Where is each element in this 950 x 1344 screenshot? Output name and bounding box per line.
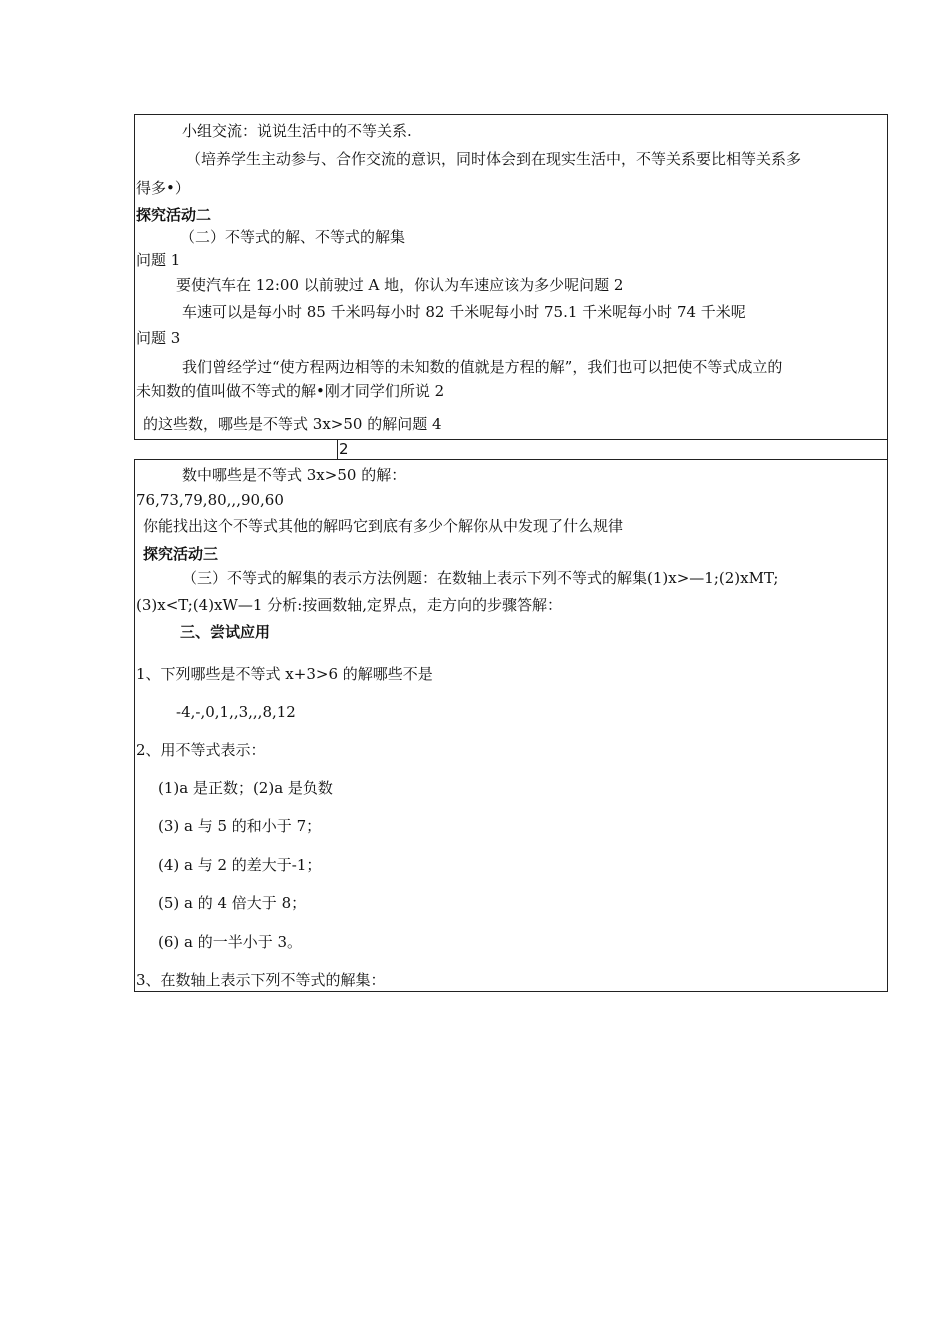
question-3-text: 我们曾经学过“使方程两边相等的未知数的值就是方程的解”，我们也可以把使不等式成立的 bbox=[182, 358, 783, 376]
page-number-strip bbox=[337, 439, 888, 460]
heading-apply: 三、尝试应用 bbox=[180, 623, 271, 641]
pattern-question: 你能找出这个不等式其他的解吗它到底有多少个解你从中发现了什么规律 bbox=[143, 517, 624, 535]
candidate-values: 76,73,79,80,,,90,60 bbox=[136, 491, 284, 509]
question-4-text: 的这些数，哪些是不等式 3x>50 的解问题 4 bbox=[143, 415, 442, 433]
heading-activity-2: 探究活动二 bbox=[136, 206, 212, 224]
question-2-text: 车速可以是每小时 85 千米吗每小时 82 千米呢每小时 75.1 千米呢每小时 74 千米呢 bbox=[182, 303, 746, 321]
example-text: （三）不等式的解集的表示方法例题：在数轴上表示下列不等式的解集(1)x>—1;(2)xMT; bbox=[182, 569, 779, 587]
training-note: （培养学生主动参与、合作交流的意识，同时体会到在现实生活中，不等关系要比相等关系多 bbox=[186, 150, 802, 168]
question-1-text: 要使汽车在 12:00 以前驶过 A 地，你认为车速应该为多少呢问题 2 bbox=[176, 276, 624, 294]
question-3-text-cont: 未知数的值叫做不等式的解•刚才同学们所说 2 bbox=[136, 382, 445, 400]
exercise-1-values: -4,-,0,1,,3,,,8,12 bbox=[176, 703, 296, 721]
question-1-label: 问题 1 bbox=[136, 251, 181, 269]
solutions-question: 数中哪些是不等式 3x>50 的解： bbox=[182, 466, 407, 484]
subheading-solutions: （二）不等式的解、不等式的解集 bbox=[180, 228, 406, 246]
heading-activity-3: 探究活动三 bbox=[143, 545, 219, 563]
exercise-2-part-1-2: (1)a 是正数；(2)a 是负数 bbox=[158, 779, 333, 797]
exercise-2-part-4: (4) a 与 2 的差大于-1； bbox=[158, 856, 322, 874]
exercise-2-part-3: (3) a 与 5 的和小于 7； bbox=[158, 817, 322, 835]
exercise-3: 3、在数轴上表示下列不等式的解集： bbox=[136, 971, 386, 989]
exercise-2-part-5: (5) a 的 4 倍大于 8； bbox=[158, 894, 307, 912]
training-note-cont: 得多•） bbox=[136, 179, 190, 197]
exercise-2-part-6: (6) a 的一半小于 3。 bbox=[158, 933, 303, 951]
page-number: 2 bbox=[339, 440, 349, 458]
question-3-label: 问题 3 bbox=[136, 329, 181, 347]
exercise-1: 1、下列哪些是不等式 x+3>6 的解哪些不是 bbox=[136, 665, 433, 683]
exercise-2: 2、用不等式表示： bbox=[136, 741, 266, 759]
example-text-cont: (3)x<T;(4)xW—1 分析:按画数轴,定界点，走方向的步骤答解： bbox=[136, 596, 563, 614]
group-discussion: 小组交流：说说生活中的不等关系. bbox=[182, 122, 412, 140]
